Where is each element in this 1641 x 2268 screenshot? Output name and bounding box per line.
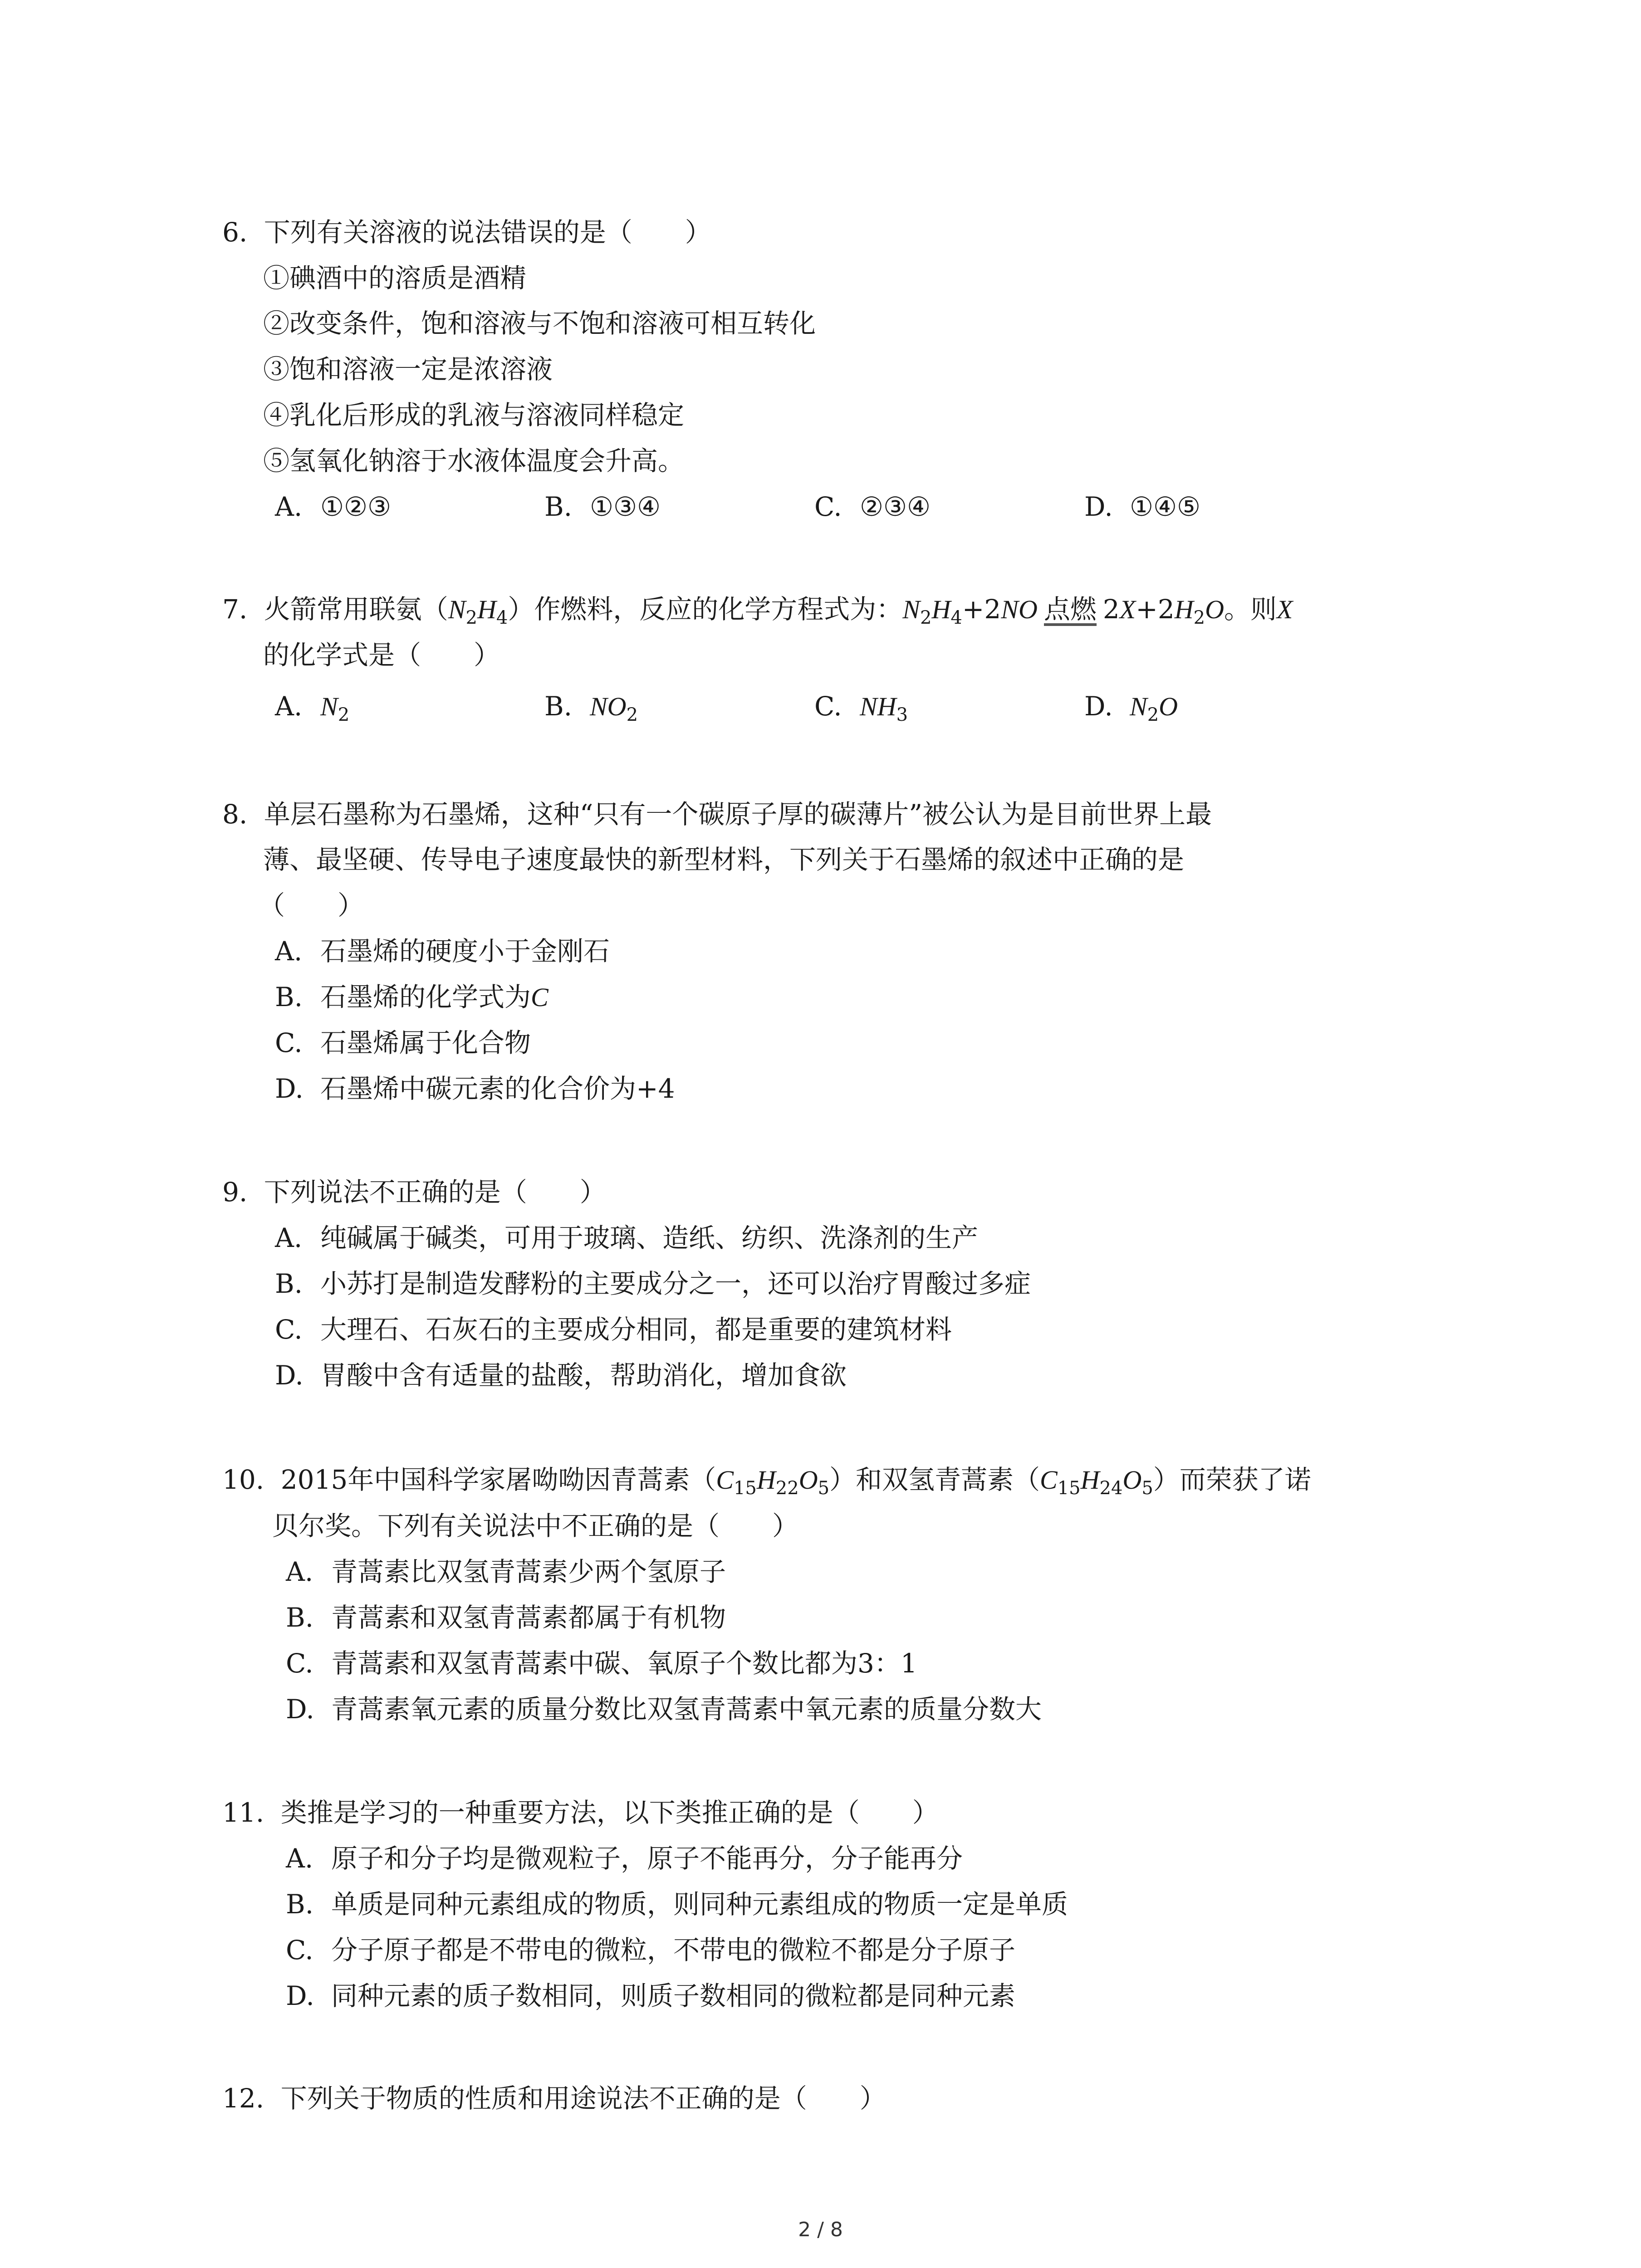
option-text: 青蒿素和双氢青蒿素都属于有机物 xyxy=(331,1602,726,1633)
option-label: C. xyxy=(275,1027,303,1058)
option-formula: $N_2O$ xyxy=(1130,692,1178,725)
q7-stem-part: 。则 xyxy=(1224,594,1277,625)
option-label: B. xyxy=(544,691,573,722)
q11-option-c[interactable] xyxy=(286,1933,1015,1967)
q6-stem xyxy=(222,215,711,249)
q6-item-5: ⑤氢氧化钠溶于水液体温度会升高。 xyxy=(263,445,685,476)
option-label: D. xyxy=(1084,491,1113,522)
variable-x: X xyxy=(1276,595,1293,624)
q6-option-a[interactable] xyxy=(275,489,391,524)
option-label: B. xyxy=(286,1602,314,1633)
option-label: C. xyxy=(814,691,842,722)
option-formula: $NH_3$ xyxy=(860,692,908,725)
option-text: 胃酸中含有适量的盐酸，帮助消化，增加食欲 xyxy=(320,1360,847,1391)
q7-stem-part: ）作燃料，反应的化学方程式为： xyxy=(508,594,903,625)
q7-number: 7. xyxy=(222,594,248,625)
option-label: A. xyxy=(275,491,303,522)
q9-stem-text: 下列说法不正确的是（ ） xyxy=(264,1177,606,1207)
q9-stem xyxy=(222,1175,606,1209)
q6-stem-text: 下列有关溶液的说法错误的是（ ） xyxy=(264,217,711,248)
q8-stem-line1 xyxy=(222,797,1212,831)
option-text: 石墨烯的硬度小于金刚石 xyxy=(320,936,610,967)
q6-option-d[interactable] xyxy=(1084,489,1200,524)
q7-option-d[interactable] xyxy=(1084,689,1178,723)
option-label: D. xyxy=(275,1360,304,1391)
option-formula: $N_2$ xyxy=(320,692,350,725)
q10-stem-part: 2015年中国科学家屠呦呦因青蒿素（ xyxy=(280,1464,716,1495)
option-label: D. xyxy=(275,1073,304,1104)
q10-option-b[interactable] xyxy=(286,1600,726,1635)
q6-item-2: ②改变条件，饱和溶液与不饱和溶液可相互转化 xyxy=(263,308,816,339)
q10-option-d[interactable] xyxy=(286,1692,1042,1726)
q12-stem xyxy=(222,2081,886,2116)
q9-option-b[interactable] xyxy=(275,1266,1031,1301)
option-label: C. xyxy=(275,1314,303,1345)
option-text: ①④⑤ xyxy=(1130,491,1200,522)
formula-dihydroartemisinin: $C_{15}H_{24}O_5$ xyxy=(1040,1465,1153,1499)
q8-number: 8. xyxy=(222,799,248,830)
option-text: 单质是同种元素组成的物质，则同种元素组成的物质一定是单质 xyxy=(331,1889,1068,1920)
q7-stem-line2: 的化学式是（ ） xyxy=(263,640,500,670)
option-label: B. xyxy=(544,491,573,522)
option-label: B. xyxy=(275,982,303,1012)
option-text: 原子和分子均是微观粒子，原子不能再分，分子能再分 xyxy=(331,1843,963,1874)
q10-number: 10. xyxy=(222,1464,265,1495)
q8-option-b[interactable] xyxy=(275,980,549,1014)
q8-stem-text: 单层石墨称为石墨烯，这种“只有一个碳原子厚的碳薄片”被公认为是目前世界上最 xyxy=(264,799,1212,830)
q7-option-a[interactable] xyxy=(275,689,349,723)
q8-option-d[interactable] xyxy=(275,1071,675,1106)
q9-option-c[interactable] xyxy=(275,1312,952,1347)
option-label: A. xyxy=(275,691,303,722)
reaction-condition: 点燃 xyxy=(1044,595,1097,626)
page-number: 2 / 8 xyxy=(798,2218,843,2241)
option-text: 纯碱属于碱类，可用于玻璃、造纸、纺织、洗涤剂的生产 xyxy=(320,1222,979,1253)
q11-stem xyxy=(222,1795,939,1830)
q10-option-c[interactable] xyxy=(286,1646,917,1681)
q11-option-a[interactable] xyxy=(286,1841,963,1876)
option-label: D. xyxy=(1084,691,1113,722)
option-label: B. xyxy=(275,1268,303,1299)
option-label: B. xyxy=(286,1889,314,1920)
q11-stem-text: 类推是学习的一种重要方法，以下类推正确的是（ ） xyxy=(280,1797,939,1828)
q6-number: 6. xyxy=(222,217,248,248)
option-text: 石墨烯属于化合物 xyxy=(320,1027,531,1058)
q10-stem-part: ）而荣获了诺 xyxy=(1153,1464,1311,1495)
q7-option-b[interactable] xyxy=(544,689,638,723)
q6-option-c[interactable] xyxy=(814,489,931,524)
option-text: 石墨烯的化学式为 xyxy=(320,982,531,1012)
q10-stem-line1 xyxy=(222,1462,1311,1497)
option-label: C. xyxy=(286,1648,314,1679)
formula-n2h4: $N_2H_4$ xyxy=(448,595,508,628)
option-text: 分子原子都是不带电的微粒，不带电的微粒不都是分子原子 xyxy=(331,1935,1016,1965)
option-formula: C xyxy=(531,982,549,1012)
q10-option-a[interactable] xyxy=(286,1554,726,1589)
option-label: D. xyxy=(286,1694,314,1725)
q7-option-c[interactable] xyxy=(814,689,908,723)
option-label: C. xyxy=(286,1935,314,1965)
option-label: D. xyxy=(286,1980,314,2011)
option-text: 青蒿素和双氢青蒿素中碳、氧原子个数比都为3：1 xyxy=(331,1648,917,1679)
q6-item-1: ①碘酒中的溶质是酒精 xyxy=(263,263,527,293)
q9-number: 9. xyxy=(222,1177,248,1207)
q7-stem-part: 火箭常用联氨（ xyxy=(264,594,448,625)
option-label: A. xyxy=(286,1556,314,1587)
q6-item-3: ③饱和溶液一定是浓溶液 xyxy=(263,354,553,385)
reaction-equation: $N_2H_4+2NO$ 点燃 $2X+2H_2O$ xyxy=(902,594,1224,628)
option-text: 同种元素的质子数相同，则质子数相同的微粒都是同种元素 xyxy=(331,1980,1016,2011)
option-text: 青蒿素氧元素的质量分数比双氢青蒿素中氧元素的质量分数大 xyxy=(331,1694,1042,1725)
option-text: 大理石、石灰石的主要成分相同，都是重要的建筑材料 xyxy=(320,1314,952,1345)
q8-stem-line2: 薄、最坚硬、传导电子速度最快的新型材料，下列关于石墨烯的叙述中正确的是 xyxy=(263,844,1185,875)
q8-option-a[interactable] xyxy=(275,934,610,968)
q8-stem-line3: （ ） xyxy=(259,890,364,921)
q6-item-4: ④乳化后形成的乳液与溶液同样稳定 xyxy=(263,400,685,430)
option-label: A. xyxy=(275,936,303,967)
q12-number: 12. xyxy=(222,2083,265,2114)
q8-option-c[interactable] xyxy=(275,1026,531,1060)
q11-option-b[interactable] xyxy=(286,1887,1068,1921)
option-text: ②③④ xyxy=(860,491,931,522)
formula-artemisinin: $C_{15}H_{22}O_5$ xyxy=(716,1465,830,1499)
q11-option-d[interactable] xyxy=(286,1979,1015,2013)
q10-stem-part: ）和双氢青蒿素（ xyxy=(829,1464,1040,1495)
option-label: A. xyxy=(286,1843,314,1874)
option-text: 石墨烯中碳元素的化合价为+4 xyxy=(320,1073,675,1104)
q9-option-d[interactable] xyxy=(275,1358,847,1393)
option-label: C. xyxy=(814,491,842,522)
q10-stem-line2: 贝尔奖。下列有关说法中不正确的是（ ） xyxy=(272,1510,799,1541)
option-text: ①②③ xyxy=(320,491,391,522)
q12-stem-text: 下列关于物质的性质和用途说法不正确的是（ ） xyxy=(280,2083,886,2114)
option-text: ①③④ xyxy=(590,491,661,522)
option-formula: $NO_2$ xyxy=(590,692,638,725)
option-text: 小苏打是制造发酵粉的主要成分之一，还可以治疗胃酸过多症 xyxy=(320,1268,1031,1299)
option-text: 青蒿素比双氢青蒿素少两个氢原子 xyxy=(331,1556,726,1587)
q9-option-a[interactable] xyxy=(275,1221,978,1255)
q7-stem-line1 xyxy=(222,592,1293,626)
option-label: A. xyxy=(275,1222,303,1253)
q6-option-b[interactable] xyxy=(544,489,661,524)
q11-number: 11. xyxy=(222,1797,265,1828)
